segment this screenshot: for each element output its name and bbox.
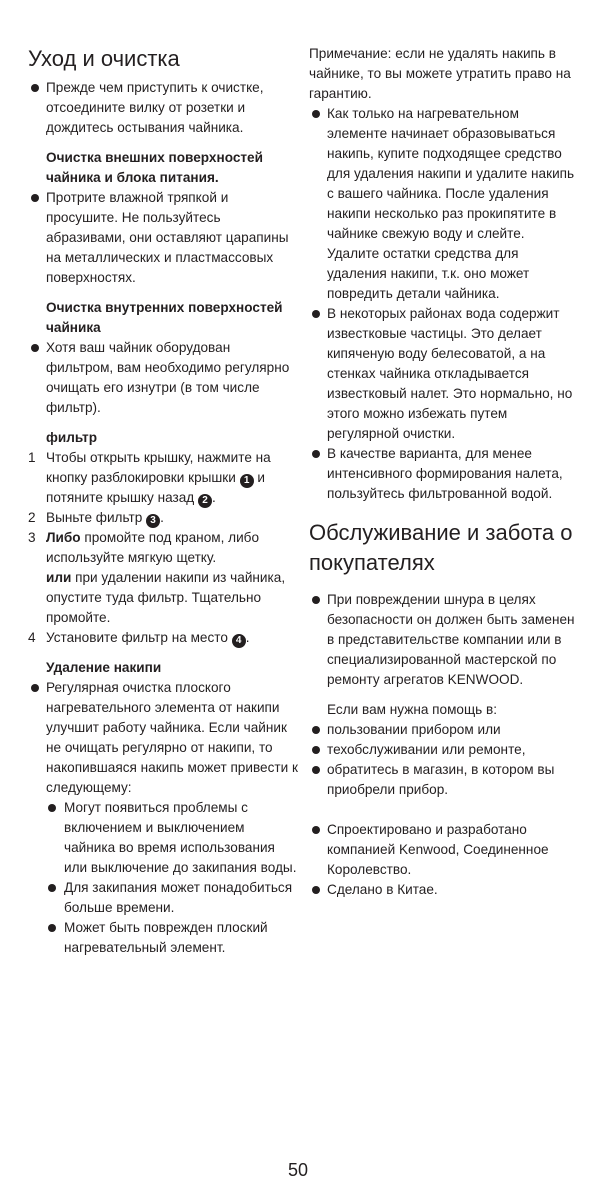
step-number: 4 [28,630,36,645]
step-text: . [245,630,250,645]
step-1 [28,448,298,508]
list-text: обратитесь в магазин, в котором вы приобрели прибор. [327,762,555,797]
list-text: В некоторых районах вода содержит известковые частицы. Это делает кипяченую воду белесоватой, а на стенках чайника откладывается известковый налет. Это нормально, но этого можно избежать путем регулярной очистки. [327,306,573,441]
step-3 [28,528,298,628]
step-text: Установите фильтр на место [46,630,228,645]
page-number: 50 [287,1160,309,1180]
step-text: . [212,490,216,505]
step-number: 2 [28,510,36,525]
list-text: Спроектировано и разработано компанией Kenwood, Соединенное Королевство. [327,822,549,877]
sub-list-text: Могут появиться проблемы с включением и выключением чайника во время использования или выключение до закипания воды. [64,800,297,875]
step-text: . [160,510,164,525]
list-item [309,104,577,304]
sub-list-item [28,798,298,878]
list-item [309,760,577,800]
list-item [309,590,577,690]
step-text: промойте под краном, либо используйте мягкую щетку. [46,530,260,565]
list-item [309,820,577,880]
step-emphasis: Либо [46,530,81,545]
list-text: пользовании прибором или [327,722,501,737]
paragraph-descaling: Регулярная очистка плоского нагревательного элемента от накипи улучшит работу чайника. Если чайник не очищать регулярно от накипи, то накопившаяся накипь может привести к следующему: [46,680,298,795]
step-4 [28,628,298,648]
sub-list-text: Для закипания может понадобиться больше времени. [64,880,293,915]
step-text: при удалении накипи из чайника, опустите туда фильтр. Тщательно промойте. [46,570,286,625]
list-text: Сделано в Китае. [327,882,438,897]
list-item [309,880,577,900]
list-item [309,720,577,740]
paragraph-filter-clean: Хотя ваш чайник оборудован фильтром, вам необходимо регулярно очищать его изнутри (в том числе фильтр). [46,340,290,415]
section-title-service: Обслуживание и забота о покупателях [309,520,573,575]
list-item [28,678,298,798]
sub-list-text: Может быть поврежден плоский нагревательный элемент. [64,920,268,955]
list-item [309,304,577,444]
callout-3-icon: 3 [146,514,160,528]
list-item [28,338,298,418]
step-text: и потяните крышку назад [46,470,265,505]
left-column [28,44,298,958]
step-text: Выньте фильтр [46,510,143,525]
list-text: Как только на нагревательном элементе начинает образовываться накипь, купите подходящее средство для удаления накипи и удалите накипь с вашего чайника. После удаления накипи несколько раз прокипятите в чайнике свежую воду и слейте. Удалите остатки средства для удаления накипи, т.к. оно может повредить детали чайника. [327,106,575,301]
list-text: В качестве варианта, для менее интенсивного формирования налета, пользуйтесь фильтрованной водой. [327,446,563,501]
list-item [309,740,577,760]
subheading-exterior: Очистка внешних поверхностей чайника и блока питания. [46,150,263,185]
step-text: Чтобы открыть крышку, нажмите на кнопку разблокировки крышки [46,450,271,485]
list-text: При повреждении шнура в целях безопасности он должен быть заменен в представительстве компании или в специализированной мастерской по ремонту агрегатов KENWOOD. [327,592,575,687]
list-item [28,188,298,288]
subheading-filter: фильтр [46,430,98,445]
warranty-note: Примечание: если не удалять накипь в чайнике, то вы можете утратить право на гарантию. [309,46,571,101]
help-intro: Если вам нужна помощь в: [327,702,498,717]
subheading-descaling: Удаление накипи [46,660,162,675]
paragraph-wipe: Протрите влажной тряпкой и просушите. Не пользуйтесь абразивами, они оставляют царапины на металлических и пластмассовых поверхностях. [46,190,289,285]
callout-4-icon: 4 [232,634,246,648]
list-text: техобслуживании или ремонте, [327,742,526,757]
callout-1-icon: 1 [240,474,254,488]
sub-list-item [28,918,298,958]
step-2 [28,508,298,528]
step-emphasis: или [46,570,72,585]
sub-list-item [28,878,298,918]
list-item [309,444,577,504]
callout-2-icon: 2 [198,494,212,508]
right-column [309,44,577,900]
list-item [28,78,298,138]
subheading-interior: Очистка внутренних поверхностей чайника [46,300,283,335]
step-number: 3 [28,530,36,545]
step-number: 1 [28,450,36,465]
section-title-care: Уход и очистка [28,46,180,71]
paragraph-unplug: Прежде чем приступить к очистке, отсоедините вилку от розетки и дождитесь остывания чайника. [46,80,264,135]
